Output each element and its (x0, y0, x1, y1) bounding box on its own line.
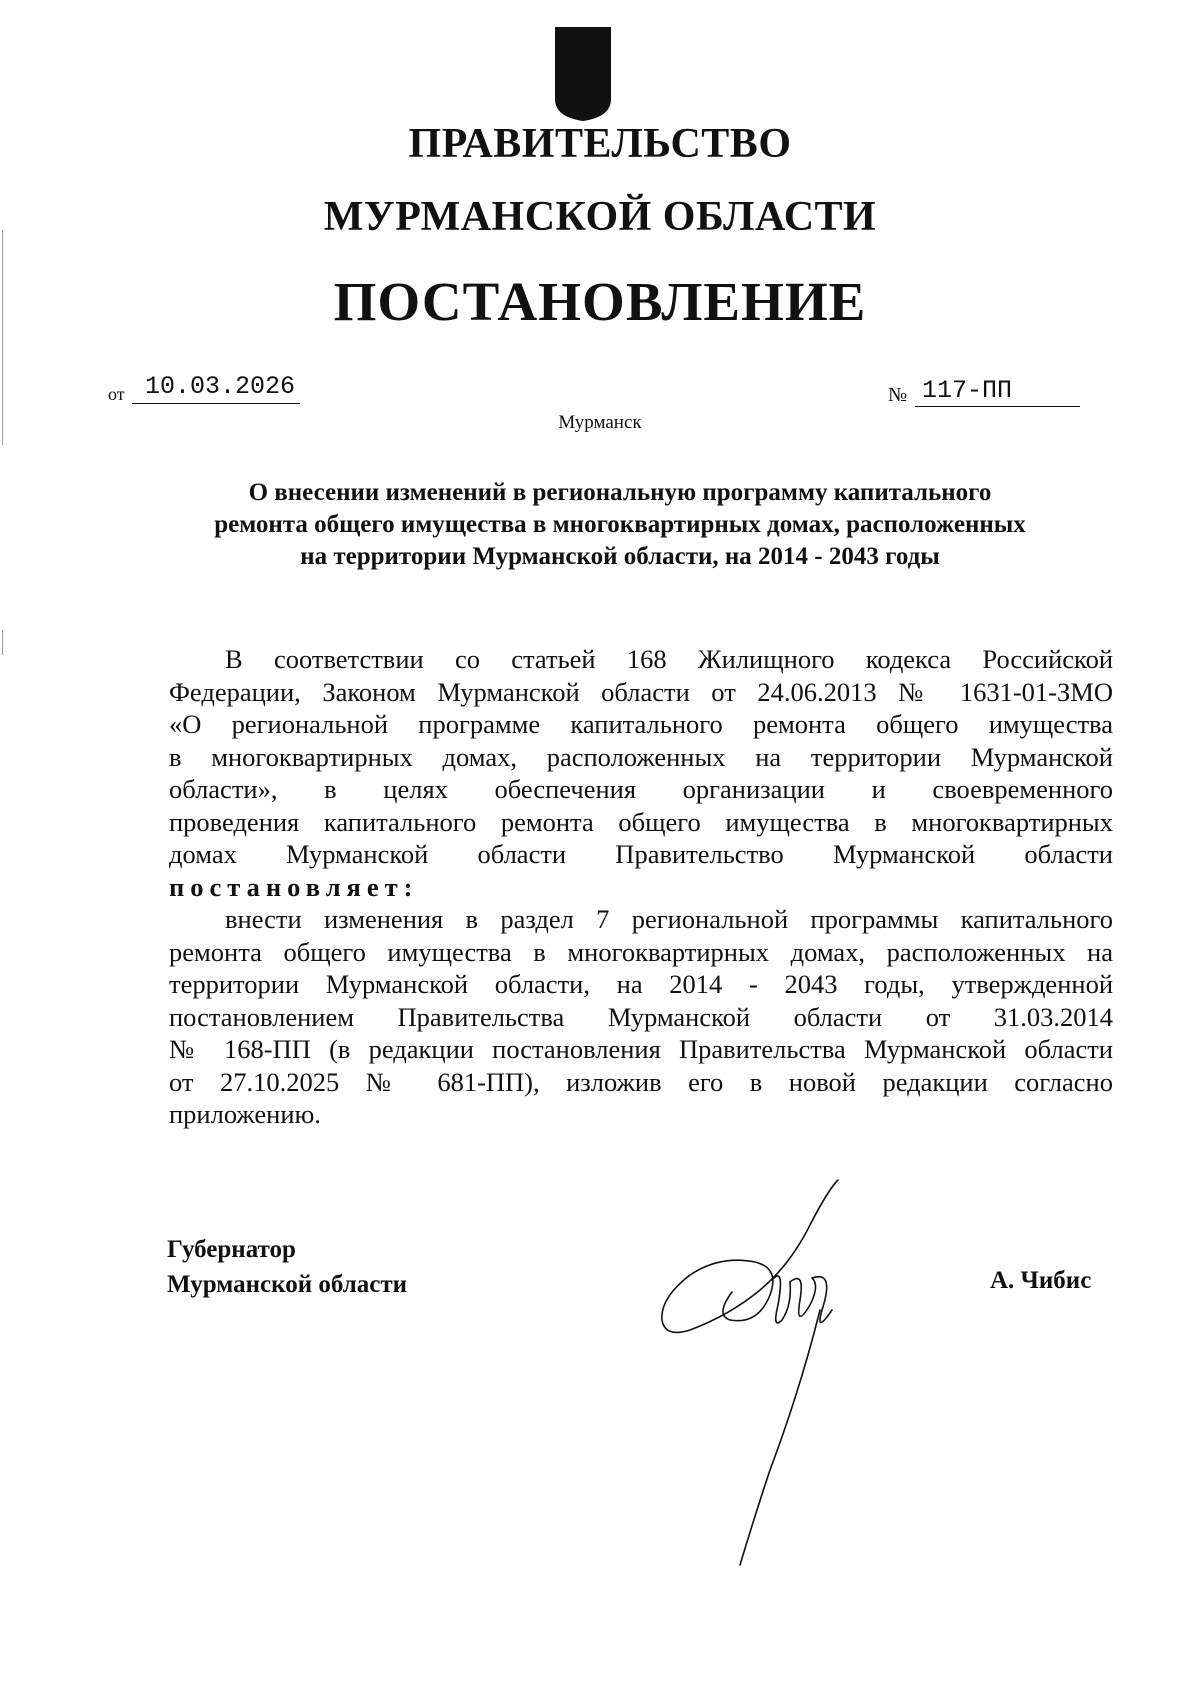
body-line: области», в целях обеспечения организации и своевременного (169, 774, 1113, 804)
document-title (150, 477, 1090, 573)
date-label: от (108, 384, 125, 404)
body-line: Федерации, Законом Мурманской области от 24.06.2013 № 1631-01-ЗМО (169, 676, 1113, 707)
position-line: Мурманской области (167, 1271, 408, 1298)
date-value: 10.03.2026 (145, 372, 296, 401)
scan-margin-line (2, 630, 3, 655)
title-line: О внесении изменений в региональную программу капитального (248, 479, 992, 506)
body-line: территории Мурманской области, на 2014 - 2043 годы, утвержденной (169, 969, 1113, 999)
body-paragraph-2 (169, 903, 1113, 1131)
document-type: ПОСТАНОВЛЕНИЕ (333, 271, 867, 332)
body-line: проведения капитального ремонта общего имущества в многоквартирных (169, 806, 1113, 837)
signatory-name: А. Чибис (990, 1267, 1092, 1294)
handwritten-signature (660, 1170, 900, 1570)
body-line: приложению. (169, 1099, 321, 1129)
title-line: на территории Мурманской области, на 2014 - 2043 годы (300, 543, 940, 570)
body-line: в многоквартирных домах, расположенных на территории Мурманской (169, 741, 1113, 772)
resolves-word: постановляет: (169, 871, 419, 902)
body-paragraph-1 (169, 643, 1113, 903)
body-line: внести изменения в раздел 7 региональной программы капитального (225, 904, 1113, 934)
body-line: домах Мурманской области Правительство Мурманской области (169, 839, 1113, 869)
number-underline (915, 406, 1080, 407)
body-line: ремонта общего имущества в многоквартирных домах, расположенных на (169, 936, 1113, 967)
city: Мурманск (558, 412, 642, 433)
signatory-position (167, 1232, 407, 1302)
position-line: Губернатор (167, 1236, 296, 1263)
title-line: ремонта общего имущества в многоквартирных домах, расположенных (214, 511, 1026, 538)
org-name-line2: МУРМАНСКОЙ ОБЛАСТИ (323, 194, 877, 240)
number-label: № (888, 384, 908, 406)
body-line: № 168-ПП (в редакции постановления Правительства Мурманской области (169, 1034, 1113, 1064)
number-value: 117-ПП (922, 376, 1013, 405)
body-line: от 27.10.2025 № 681-ПП), изложив его в новой редакции согласно (169, 1066, 1113, 1097)
body-line: В соответствии со статьей 168 Жилищного кодекса Российской (225, 644, 1113, 674)
coat-of-arms-icon (553, 25, 613, 123)
body-line: постановлением Правительства Мурманской области от 31.03.2014 (169, 1001, 1113, 1032)
date-underline (132, 403, 300, 404)
org-name-line1: ПРАВИТЕЛЬСТВО (408, 121, 792, 167)
body-line: «О региональной программе капитального ремонта общего имущества (169, 709, 1113, 739)
scan-margin-line (2, 230, 3, 445)
